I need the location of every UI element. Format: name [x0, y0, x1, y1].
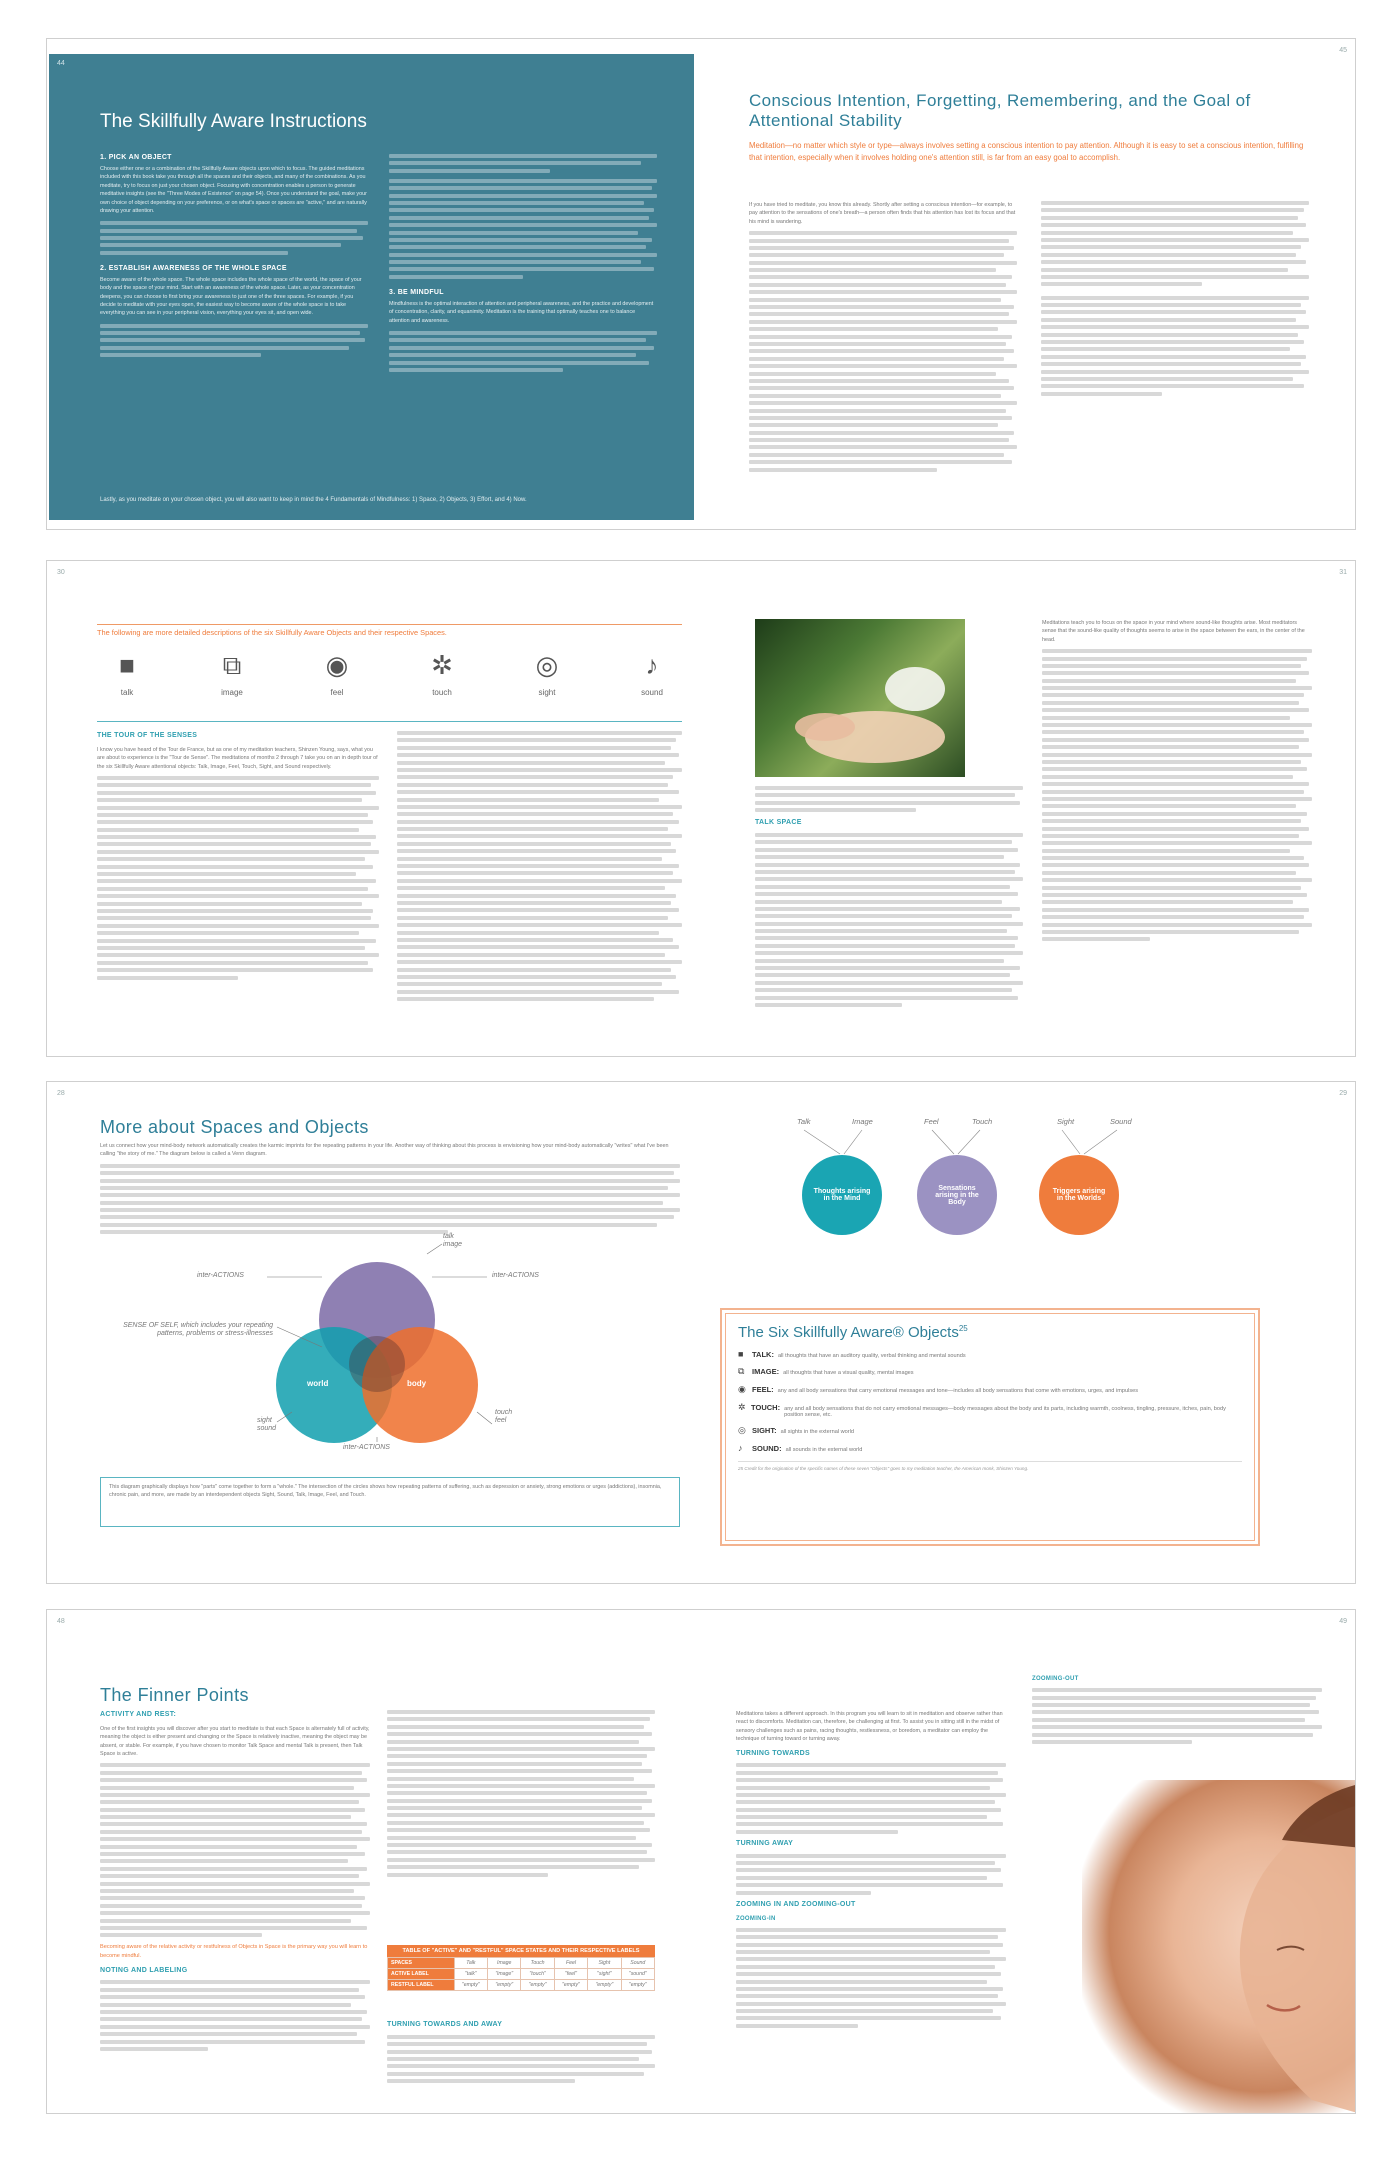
- page-title: Conscious Intention, Forgetting, Remembering, and the Goal of Attentional Stability: [749, 91, 1251, 130]
- mind-thoughts-circle: Thoughts arising in the Mind: [802, 1155, 882, 1235]
- page-title: More about Spaces and Objects: [100, 1117, 369, 1137]
- body-column-left: ACTIVITY AND REST: One of the first insights you will discover after you start to meditate is that each Space is alternately full of activity, meaning the object is either present and changing or the Space is relatively inactive, meaning the object may be absent, or stable. For example, if you have chosen to monitor Talk Space and mental Talk is present, then Talk Space is active. Becoming aware of the relative activity or restfulness of Objects in Space is the primary way you will learn to become mindful. NOTING AND LABELING: [100, 1710, 370, 2054]
- space-states-table: [387, 1945, 655, 1991]
- page-number: 31: [1339, 569, 1347, 576]
- page-29: [702, 1082, 1356, 1583]
- divider: [97, 721, 682, 722]
- self-intersection: [349, 1336, 405, 1392]
- instructions-column-left: [100, 154, 368, 361]
- step-text: Become aware of the whole space. The whole space includes the whole space of the world, the space of your body and the space of your mind. Start with an awareness of the whole space. Later, as your concentration deepens, you can choose to first bring your awareness to just one of the three spaces. For example, if you decide to meditate with your eyes open, the easiest way to become aware of the whole space is to take everything you can see in your peripheral vision, everything your eyes sit, and open wide.: [100, 276, 362, 317]
- intro-text: The following are more detailed descriptions of the six Skillfully Aware Objects and their respective Spaces.: [97, 628, 447, 637]
- feel-icon: ◉: [738, 1384, 746, 1394]
- step-heading: 2. ESTABLISH AWARENESS OF THE WHOLE SPACE: [100, 264, 287, 272]
- label-sight: Sight: [1057, 1117, 1075, 1126]
- diagram-caption-box: [100, 1477, 680, 1527]
- page-31: [702, 561, 1356, 1056]
- object-feel: ◉ FEEL: any and all body sensations that carry emotional messages and tone—includes all body sensations that come with emotions, urges, and impulses: [738, 1384, 1139, 1394]
- page-45: [702, 39, 1356, 529]
- divider: [97, 624, 682, 625]
- meditation-hands-photo: [755, 619, 965, 777]
- diagram-caption: This diagram graphically displays how "parts" come together to form a "whole." The intersection of the circles shows how repeating patterns of suffering, such as depression or anxiety, strong emotions or urges (addictions), insomnia, chronic pain, and more, are made by an interdependent objects Sight, Sound, Talk, Image, Feel, and Touch.: [109, 1484, 662, 1499]
- venn-label-sense-of-self: SENSE OF SELF, which includes your repeating patterns, problems or stress-illnesses: [123, 1322, 273, 1338]
- table-row: SPACES Talk Image Touch Feel Sight Sound: [388, 1958, 655, 1969]
- label-talk: Talk: [797, 1117, 811, 1126]
- body-column-left: [755, 786, 1023, 1010]
- body-column-right: [397, 731, 682, 1004]
- step-heading: 3. BE MINDFUL: [389, 288, 444, 296]
- venn-label-mind: mind: [369, 1247, 389, 1256]
- step-text: Choose either one or a combination of the Skillfully Aware objects upon which to focus. The guided meditations included with this book take you through all the spaces and their objects, and many of the combinations. As you meditate, try to focus on just your chosen object. Focusing with concentration enables a person to generate meditative insights (see the "Three Modes of Existence" on page 54). Once you understand the goal, make your own choice of object depending on your preference, or on what's space or spaces are "active," and are naturally drawing your attention.: [100, 166, 367, 214]
- sight-icon: ◎: [738, 1425, 746, 1435]
- woman-face-photo: [1082, 1780, 1356, 2114]
- section-heading: TURNING TOWARDS AND AWAY: [387, 2021, 503, 2028]
- venn-diagram: [127, 1232, 647, 1452]
- spread-instructions: [46, 38, 1356, 530]
- instructions-column-right: [389, 154, 657, 375]
- step-text: Mindfulness is the optimal interaction of attention and peripheral awareness, and the practice and development of concentration, clarity, and equanimity. Meditation is the training that optimally teaches one to balance attention and awareness.: [389, 300, 654, 324]
- section-heading: TURNING TOWARDS: [736, 1749, 810, 1757]
- sound-icon: ♪: [738, 1443, 743, 1453]
- body-column-right: [387, 1710, 655, 1880]
- table-row: ACTIVE LABEL "talk" "image" "touch" "feel" "sight" "sound": [388, 1969, 655, 1980]
- subsection-heading: ZOOMING-OUT: [1032, 1676, 1079, 1682]
- six-objects-box: [720, 1308, 1260, 1546]
- venn-label-interactions-right: inter-ACTIONS: [492, 1272, 539, 1279]
- world-triggers-circle: Triggers arising in the Worlds: [1039, 1155, 1119, 1235]
- venn-label-interactions-bottom: inter-ACTIONS: [343, 1444, 390, 1451]
- page-49: [702, 1610, 1356, 2113]
- instructions-footer: Lastly, as you meditate on your chosen object, you will also want to keep in mind the 4 Fundamentals of Mindfulness: 1) Space, 2) Objects, 3) Effort, and 4) Now.: [100, 497, 527, 503]
- page-48: [47, 1610, 702, 2113]
- page-number: 30: [57, 569, 65, 576]
- page-number: 49: [1339, 1618, 1347, 1625]
- feel-icon: ◉ feel: [325, 650, 349, 697]
- spread-spaces-and-objects: [46, 1081, 1356, 1584]
- object-touch: ✲ TOUCH: any and all body sensations that do not carry emotional messages—body messages about the body and its parts, including warmth, coolness, tingling, pressure, itches, pain, body position sense, etc.: [738, 1402, 1226, 1418]
- page-30: [47, 561, 702, 1056]
- talk-icon: ■ talk: [119, 650, 135, 697]
- page-number: 45: [1339, 47, 1347, 54]
- page-number: 44: [57, 60, 65, 67]
- venn-label-world: world: [307, 1379, 329, 1388]
- venn-label-touch-feel: touch feel: [495, 1409, 513, 1425]
- body-column-right-lower: [387, 2020, 655, 2087]
- image-icon: ⧉: [738, 1366, 745, 1376]
- section-heading: ACTIVITY AND REST:: [100, 1711, 177, 1718]
- section-heading: THE TOUR OF THE SENSES: [97, 732, 198, 739]
- body-column-left: Meditations takes a different approach. In this program you will learn to sit in meditation and observe rather than react to discomforts. Meditation can, therefore, be challenging at first. To assist you in sitting still in the midst of sensory challenges such as pains, racing thoughts, restlessness, or boredom, a meditator can employ the technique of turning toward or turning away. TURNING TOWARDS TURNING AWAY ZOOMING IN AND ZOOMING-OUT ZOOMING-IN: [736, 1710, 1006, 2031]
- table-row: RESTFUL LABEL "empty" "empty" "empty" "empty" "empty" "empty": [388, 1980, 655, 1991]
- label-touch: Touch: [972, 1117, 993, 1126]
- venn-label-body: body: [407, 1379, 427, 1388]
- table-title: TABLE OF "ACTIVE" AND "RESTFUL" SPACE STATES AND THEIR RESPECTIVE LABELS: [387, 1945, 655, 1957]
- image-icon: ⧉ image: [221, 650, 243, 697]
- section-heading: TALK SPACE: [755, 819, 802, 827]
- body-column-right: Meditations teach you to focus on the space in your mind where sound-like thoughts arise. Most meditators sense that the sound-like quality of thoughts seems to arise in the space between the ears, in the center of the head.: [1042, 619, 1312, 945]
- page-number: 28: [57, 1090, 65, 1097]
- sight-icon: ◎ sight: [535, 650, 559, 697]
- venn-label-sight-sound: sight sound: [257, 1417, 277, 1433]
- touch-icon: ✲ touch: [431, 650, 453, 697]
- section-heading: NOTING AND LABELING: [100, 1966, 188, 1974]
- section-heading: ZOOMING IN AND ZOOMING-OUT: [736, 1900, 856, 1908]
- sense-icon-row: [97, 648, 682, 697]
- page-title: The Skillfully Aware Instructions: [100, 111, 367, 132]
- box-title: The Six Skillfully Aware® Objects$^{25}$: [738, 1324, 968, 1341]
- box-footnote: 25 Credit for the origination of the specific names of these seven "Objects" goes to my meditation teacher, the American monk, Shinzen Young.: [738, 1466, 1029, 1471]
- body-sensations-circle: Sensations arising in the Body: [917, 1155, 997, 1235]
- object-talk: ■ TALK: all thoughts that have an auditory quality, verbal thinking and mental sounds: [738, 1349, 966, 1359]
- object-image: ⧉ IMAGE: all thoughts that have a visual quality, mental images: [738, 1366, 914, 1376]
- object-sight: ◎ SIGHT: all sights in the external world: [738, 1425, 854, 1435]
- body-column-right: [1032, 1675, 1322, 1747]
- body-column-left: THE TOUR OF THE SENSES I know you have heard of the Tour de France, but as one of my meditation teachers, Shinzen Young, says, what you are about to experience is the "Tour de Sense". The meditations of months 2 through 7 take you on an in depth tour of the six Skillfully Aware attentional objects: Talk, Image, Feel, Touch, Sight, and Sound respectively.: [97, 731, 379, 983]
- step-heading: 1. PICK AN OBJECT: [100, 154, 172, 161]
- instructions-panel: [49, 54, 694, 520]
- spread-tour-of-senses: [46, 560, 1356, 1057]
- page-44: [47, 39, 702, 529]
- label-sound: Sound: [1110, 1117, 1132, 1126]
- page-28: [47, 1082, 702, 1583]
- object-sound: ♪ SOUND: all sounds in the external world: [738, 1443, 863, 1453]
- talk-icon: ■: [738, 1349, 744, 1359]
- subsection-heading: ZOOMING-IN: [736, 1915, 776, 1922]
- page-number: 29: [1339, 1090, 1347, 1097]
- label-image: Image: [852, 1117, 873, 1126]
- page-title: The Finner Points: [100, 1685, 249, 1705]
- body-column-right: [1041, 201, 1309, 399]
- spread-finer-points: [46, 1609, 1356, 2114]
- venn-label-talk-image: talk image: [443, 1233, 463, 1249]
- venn-label-interactions-left: inter-ACTIONS: [197, 1272, 244, 1279]
- sound-icon: ♪ sound: [641, 650, 663, 697]
- touch-icon: ✲: [738, 1402, 746, 1412]
- intro-paragraph: Let us connect how your mind-body network automatically creates the karmic imprints for the repeating patterns in your life. Another way of thinking about this process is envisioning how your mind-body automatically "writes" what I've been calling "the story of me." The diagram below is called a Venn diagram.: [100, 1142, 680, 1238]
- page-number: 48: [57, 1618, 65, 1625]
- label-feel: Feel: [924, 1117, 939, 1126]
- orange-note: Becoming aware of the relative activity or restfulness of Objects in Space is the primary way you will learn to become mindful.: [100, 1944, 368, 1959]
- section-heading: TURNING AWAY: [736, 1839, 794, 1847]
- body-column-left: If you have tried to meditate, you know this already. Shortly after setting a conscious intention—for example, to pay attention to the sensations of one's breath—a person often finds that his attention has lost its focus and that his mind is wandering.: [749, 201, 1017, 475]
- lead-paragraph: Meditation—no matter which style or type—always involves setting a conscious intention to pay attention. Although it is easy to set a conscious intention, fulfilling that intention, especially when it involves holding one's attention still, is far from an easy goal to accomplish.: [749, 141, 1304, 163]
- connector-lines: [782, 1127, 1142, 1157]
